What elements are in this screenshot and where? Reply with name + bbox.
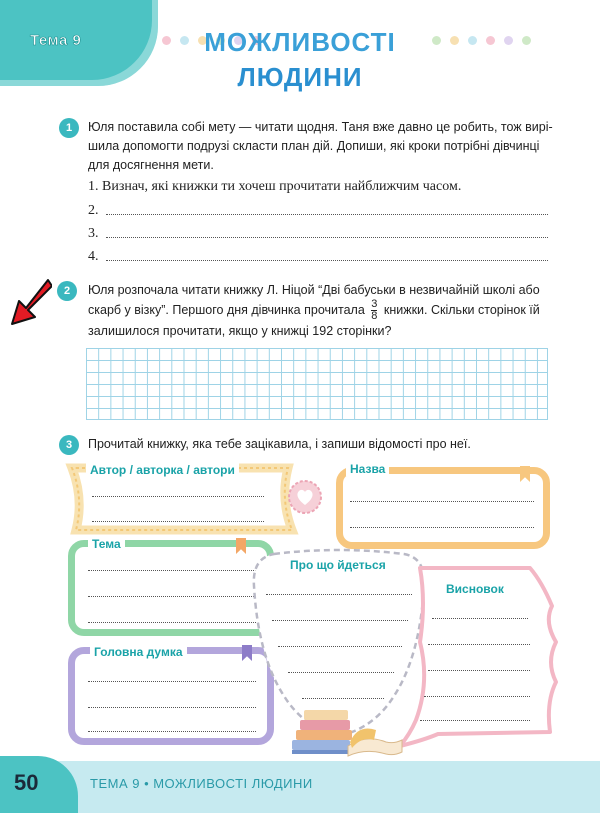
step-2-answer-line[interactable] bbox=[106, 214, 548, 215]
title-line-2[interactable] bbox=[350, 527, 534, 528]
page-title-line2: ЛЮДИНИ bbox=[237, 62, 363, 92]
exercise-2-text-line3: залишилося прочитати, якщо у книжці 192 сторінки? bbox=[88, 324, 392, 338]
fraction-denominator: 8 bbox=[371, 310, 378, 322]
books-illustration-icon bbox=[288, 700, 406, 758]
title-label: Назва bbox=[346, 462, 389, 476]
step-3-label: 3. bbox=[88, 226, 99, 241]
exercise-2-text-line2-b: книжки. Скільки сторінок їй bbox=[383, 302, 540, 317]
author-line-2[interactable] bbox=[92, 521, 264, 522]
heart-badge-icon bbox=[288, 480, 322, 514]
exercise-2-number: 2 bbox=[57, 281, 77, 301]
title-line-1[interactable] bbox=[350, 501, 534, 502]
main-idea-label: Головна думка bbox=[90, 645, 187, 659]
theme-label: Тема bbox=[88, 537, 125, 551]
conclusion-line-5[interactable] bbox=[420, 720, 530, 721]
main-idea-line-2[interactable] bbox=[88, 707, 256, 708]
exercise-1-text-line1: Юля поставила собі мету — читати щодня. Таня вже давно це робить, тож вирі- bbox=[88, 120, 553, 134]
theme-line-2[interactable] bbox=[88, 596, 256, 597]
about-line-4[interactable] bbox=[288, 672, 394, 673]
main-idea-line-1[interactable] bbox=[88, 681, 256, 682]
exercise-1-number: 1 bbox=[59, 118, 79, 138]
conclusion-line-3[interactable] bbox=[428, 670, 530, 671]
exercise-3-number: 3 bbox=[59, 435, 79, 455]
exercise-3-text: Прочитай книжку, яка тебе зацікавила, і запиши відомості про неї. bbox=[88, 437, 471, 451]
answer-grid[interactable] bbox=[86, 348, 548, 420]
theme-line-1[interactable] bbox=[88, 570, 256, 571]
step-3-answer-line[interactable] bbox=[106, 237, 548, 238]
conclusion-line-2[interactable] bbox=[428, 644, 530, 645]
author-label: Автор / авторка / автори bbox=[86, 463, 239, 477]
topic-label: Тема 9 bbox=[30, 32, 82, 49]
fraction bbox=[371, 299, 377, 322]
about-line-5[interactable] bbox=[302, 698, 384, 699]
pointer-arrow-icon bbox=[8, 278, 52, 328]
step-1: 1. Визнач, які книжки ти хочеш прочитати найближчим часом. bbox=[88, 179, 462, 194]
exercise-1-text-line3: для досягнення мети. bbox=[88, 158, 214, 172]
conclusion-line-4[interactable] bbox=[424, 696, 530, 697]
theme-line-3[interactable] bbox=[88, 622, 256, 623]
title-frame bbox=[336, 467, 550, 549]
page-number: 50 bbox=[14, 770, 39, 795]
step-2-label: 2. bbox=[88, 203, 99, 218]
conclusion-line-1[interactable] bbox=[432, 618, 528, 619]
main-idea-line-3[interactable] bbox=[88, 731, 256, 732]
exercise-2-text-line2 bbox=[88, 299, 540, 322]
author-line-1[interactable] bbox=[92, 496, 264, 497]
exercise-2-text-line2-a: скарб у візку”. Першого дня дівчинка прочитала bbox=[88, 302, 365, 317]
page-title-line1: МОЖЛИВОСТІ bbox=[204, 27, 396, 57]
about-label: Про що йдеться bbox=[286, 558, 390, 572]
step-4-answer-line[interactable] bbox=[106, 260, 548, 261]
step-4-label: 4. bbox=[88, 249, 99, 264]
exercise-2-text-line1: Юля розпочала читати книжку Л. Ніцой “Дві бабуськи в незвичайній школі або bbox=[88, 283, 540, 297]
fraction-numerator: 3 bbox=[371, 298, 378, 310]
exercise-1-text-line2: шила допомогти подрузі скласти план дій. Допиши, які кроки потрібні дівчинці bbox=[88, 139, 540, 153]
conclusion-label: Висновок bbox=[442, 582, 508, 596]
footer-topic-text: ТЕМА 9 • МОЖЛИВОСТІ ЛЮДИНИ bbox=[90, 776, 313, 791]
